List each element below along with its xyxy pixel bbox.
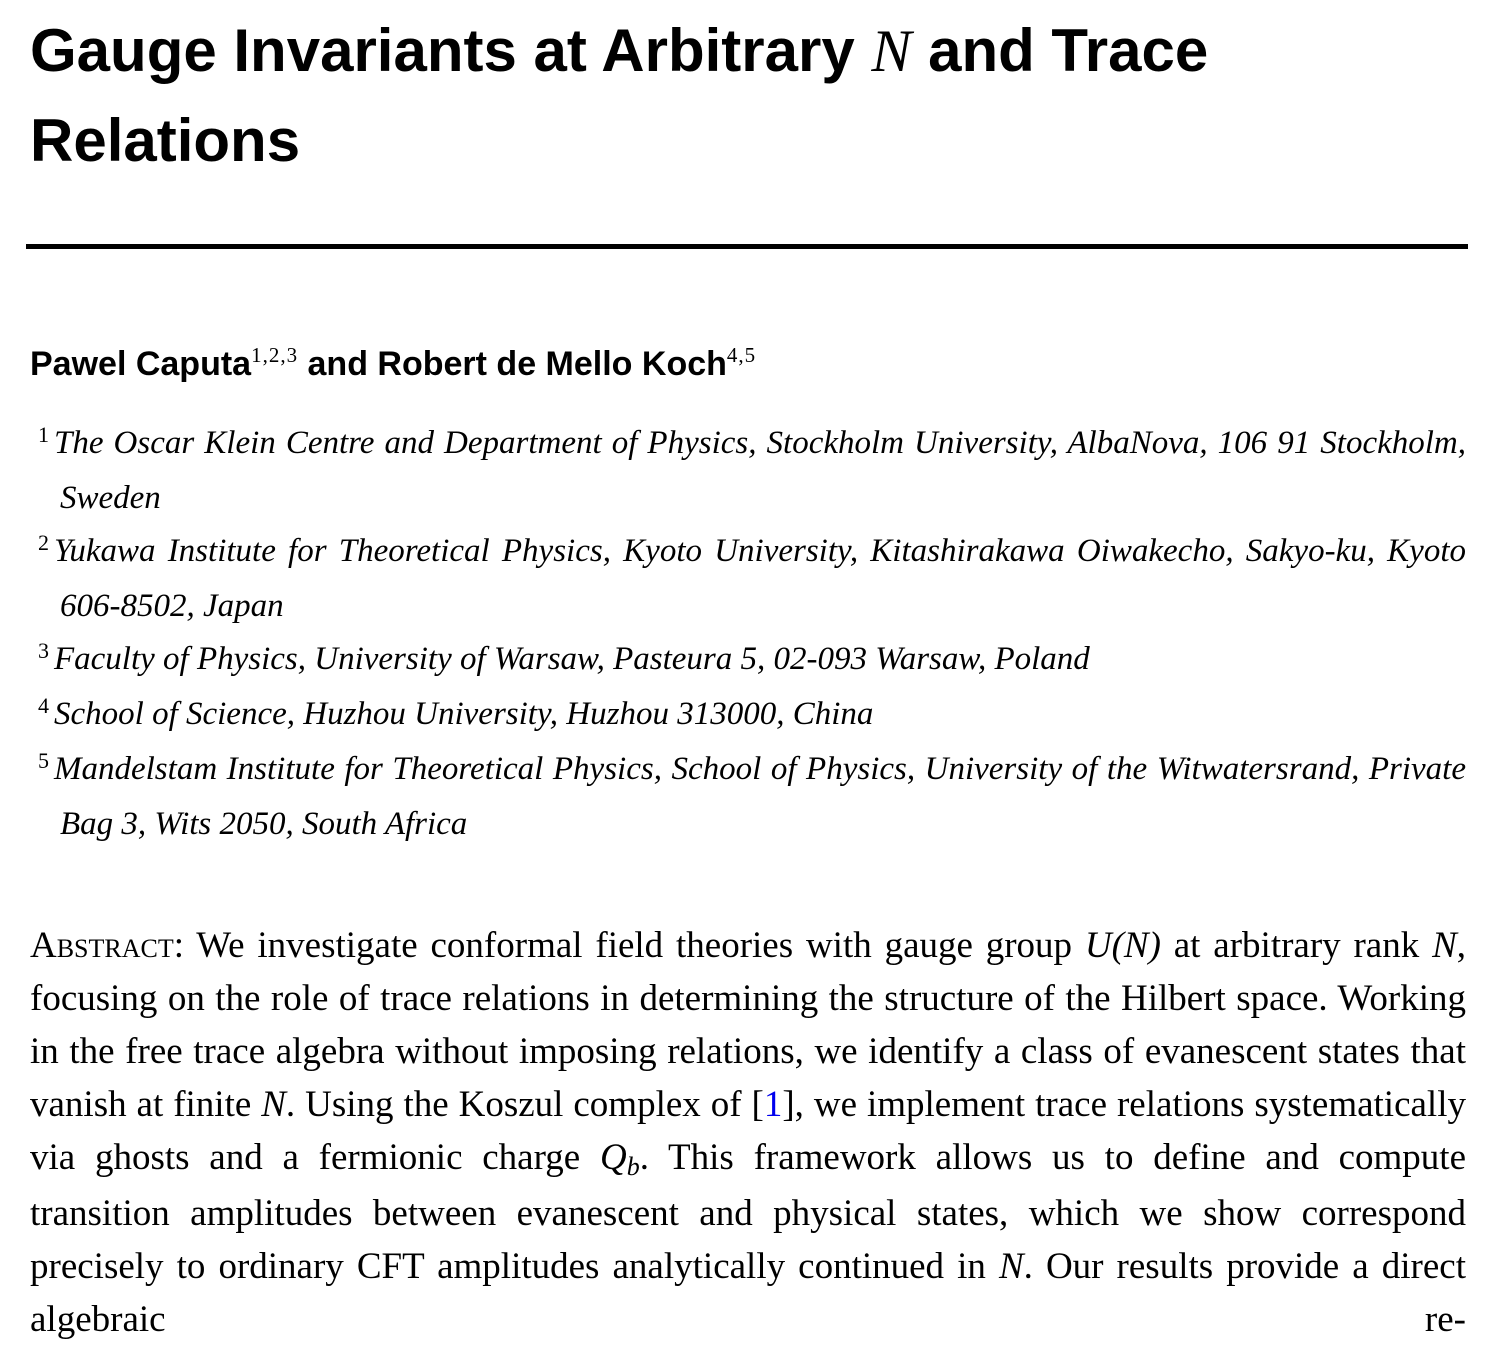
paper-page [0,6,1496,1352]
affiliation-row [30,525,1466,633]
affiliation-marker: 2 [38,529,49,555]
affiliations-list [30,417,1466,851]
paper-title [30,6,1466,186]
affiliation-text: School of Science, Huzhou University, Huzhou 313000, China [54,696,874,732]
affiliation-text: The Oscar Klein Centre and Department of Physics, Stockholm University, AlbaNova, 106 91 Stockholm, Sweden [54,425,1466,516]
affiliation-marker: 4 [38,692,49,718]
math-q: Q [599,1137,627,1178]
abstract-label: Abstract: [30,925,185,966]
affiliation-text: Mandelstam Institute for Theoretical Physics, School of Physics, University of the Witwatersrand, Private Bag 3, Wits 2050, South Africa [54,751,1466,842]
abstract-text: . Using the Koszul complex of [ [285,1084,764,1125]
affiliation-marker: 1 [38,421,49,447]
math-q-subscript-b: b [626,1151,640,1181]
affiliation-marker: 3 [38,637,49,663]
math-n: N [998,1246,1024,1287]
paper-title-text-pre: Gauge Invariants at Arbitrary [30,17,872,84]
abstract-paragraph [30,919,1466,1346]
abstract-text: at arbitrary rank [1160,925,1433,966]
title-rule [26,244,1468,249]
author-sup-second: 4,5 [726,342,757,367]
affiliation-row [30,743,1466,851]
abstract-text: . This framework allows us to define and compute transition amplitudes between evanescent and physical states, which we show correspond precisely to ordinary CFT amplitudes analytically continued in [30,1137,1466,1287]
abstract-text: , focusing on the role of trace relations in determining the structure of the Hilbert space. Working in the free trace algebra without imposing relations, we identify a class of evanescent states that vanish at finite [30,925,1466,1125]
abstract-text: . Our results provide a direct algebraic re- [30,1246,1466,1340]
authors-separator: and [298,345,378,383]
affiliation-row [30,633,1466,688]
author-name-second: Robert de Mello Koch [377,345,727,383]
math-n: N [1432,925,1457,966]
affiliation-text: Yukawa Institute for Theoretical Physics, Kyoto University, Kitashirakawa Oiwakecho, Sakyo-ku, Kyoto 606-8502, Japan [54,533,1466,624]
math-n: N [261,1084,286,1125]
paper-title-text-post: and Trace Relations [30,17,1209,174]
affiliation-marker: 5 [38,747,49,773]
abstract-text: We investigate conformal field theories with gauge group [184,925,1085,966]
affiliation-text: Faculty of Physics, University of Warsaw, Pasteura 5, 02-093 Warsaw, Poland [54,641,1090,677]
paper-title-math-n: N [871,18,912,84]
affiliation-row [30,688,1466,743]
author-sup-first: 1,2,3 [251,342,299,367]
affiliation-row [30,417,1466,525]
authors-line [30,341,1466,391]
author-name-first: Pawel Caputa [30,345,252,383]
math-u-n: U(N) [1084,925,1161,966]
abstract-text: ], we implement trace relations systematically via ghosts and a fermionic charge [30,1084,1466,1178]
citation-link-1[interactable]: 1 [763,1084,783,1125]
